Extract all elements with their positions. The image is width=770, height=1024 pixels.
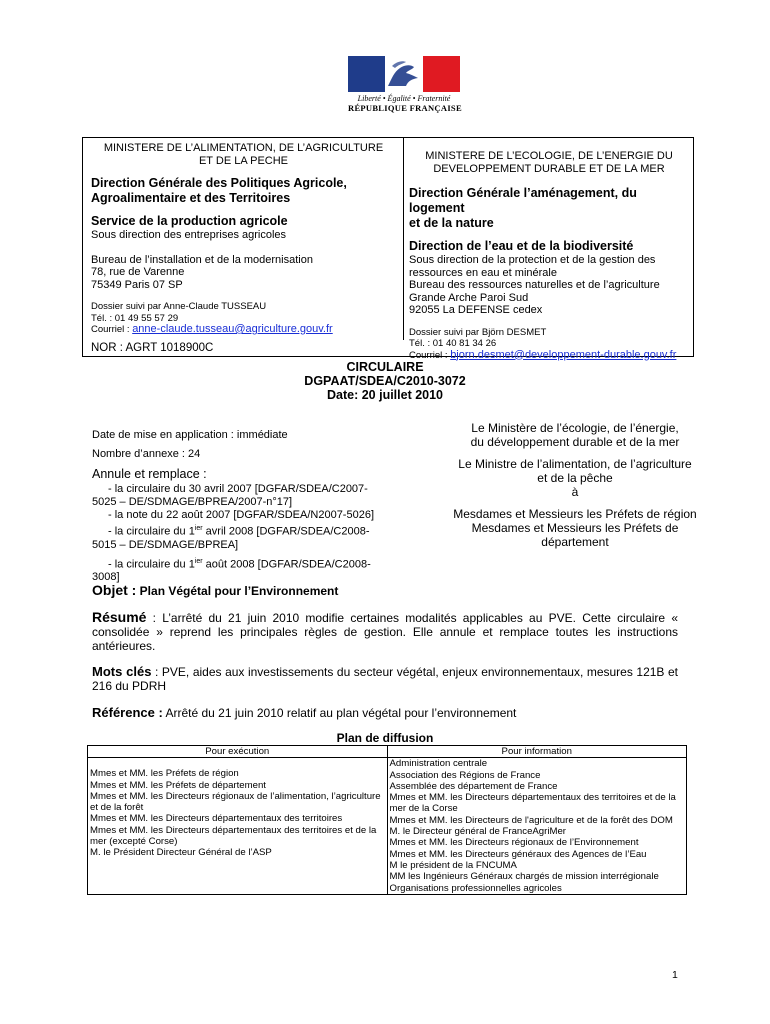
- application-date: Date de mise en application : immédiate: [92, 429, 288, 441]
- list-item: M. le Président Directeur Général de l’ASP: [90, 847, 272, 859]
- subdirection-right-2: ressources en eau et minérale: [409, 266, 557, 279]
- list-item: Mmes et MM. les Directeurs régionaux de l’alimentation, l’agriculture et de la forêt: [90, 790, 381, 814]
- street-address: 78, rue de Varenne: [91, 266, 185, 278]
- list-item: Mmes et MM. les Préfets de département: [90, 779, 266, 791]
- addressee-line: Le Ministre de l’alimentation, de l’agriculture: [458, 457, 692, 471]
- replaced-documents-list: [92, 483, 374, 584]
- republique-francaise-logo: [348, 56, 460, 113]
- diffusion-title: Plan de diffusion: [336, 731, 434, 745]
- circular-date: Date: 20 juillet 2010: [326, 388, 444, 402]
- list-item: Mmes et MM. les Directeurs départementaux des territoires et de la mer (excepté Corse): [90, 824, 377, 848]
- list-item: - la note du 22 août 2007 [DGFAR/SDEA/N2007-5026]: [108, 509, 374, 521]
- republic-motto: Liberté • Égalité • Fraternité: [357, 94, 451, 103]
- addressees-block: [425, 421, 725, 549]
- annex-count: Nombre d’annexe : 24: [92, 448, 201, 460]
- city-address-right: 92055 La DEFENSE cedex: [409, 304, 543, 316]
- addressee-line: Le Ministère de l’écologie, de l’énergie,: [471, 421, 679, 435]
- list-item: Organisations professionnelles agricoles: [389, 882, 562, 894]
- service-name-right: Direction de l’eau et de la biodiversité: [409, 239, 634, 253]
- bureau: Bureau de l’installation et de la modernisation: [91, 253, 313, 266]
- list-item: Assemblée des département de France: [389, 780, 558, 792]
- marianne-flag-icon: [348, 56, 460, 92]
- page-number: 1: [672, 969, 678, 981]
- list-item: Mmes et MM. les Directeurs régionaux de l’Environnement: [389, 837, 639, 849]
- header-box: [82, 137, 694, 361]
- objet-line: Objet : Plan Végétal pour l’Environnement: [92, 582, 339, 598]
- list-item: Mmes et MM. les Directeurs départementaux des territoires et de la mer de la Corse: [389, 792, 676, 815]
- service-name: Service de la production agricole: [91, 214, 288, 228]
- list-item: - la circulaire du $1^{ier}$ avril 2008 [DGFAR/SDEA/C2008-: [108, 525, 370, 538]
- keywords-paragraph: Mots clés : PVE, aides aux investissements du secteur végétal, enjeux environnementaux, mesures 121B et 216 du PDRH: [92, 664, 678, 693]
- list-item: M. le Directeur général de FranceAgriMer: [389, 826, 566, 838]
- addressee-line: et de la pêche: [537, 471, 613, 485]
- street-address-right: Grande Arche Paroi Sud: [409, 291, 529, 304]
- header-right-column: [409, 142, 689, 361]
- list-item: Mmes et MM. les Préfets de région: [90, 768, 239, 780]
- list-item: Association des Régions de France: [389, 769, 541, 781]
- table-header: Pour exécution: [88, 746, 388, 758]
- list-item: MM les Ingénieurs Généraux chargés de mission interrégionale: [389, 871, 659, 883]
- direction-dgaln: Direction Générale l’aménagement, du logement et de la nature: [409, 186, 637, 230]
- ministry-agriculture-name: MINISTERE DE L’ALIMENTATION, DE L’AGRICULTURE ET DE LA PECHE: [103, 142, 384, 167]
- list-item: Mmes et MM. les Directeurs généraux des Agences de l’Eau: [389, 848, 647, 860]
- telephone: Tél. : 01 49 55 57 29: [91, 312, 179, 324]
- republic-name: RÉPUBLIQUE FRANÇAISE: [348, 103, 462, 113]
- table-row: [88, 758, 687, 895]
- city-address: 75349 Paris 07 SP: [91, 278, 183, 291]
- list-item: M le président de la FNCUMA: [389, 859, 517, 871]
- list-item: - la circulaire du $1^{ier}$ août 2008 [DGFAR/SDEA/C2008-: [108, 557, 371, 571]
- circular-title: CIRCULAIRE: [346, 360, 424, 374]
- list-item: Mmes et MM. les Directeurs départementaux des territoires: [90, 813, 343, 825]
- addressee-line: Mesdames et Messieurs les Préfets de région: [453, 507, 697, 521]
- information-cell: [387, 758, 687, 895]
- nor-reference: NOR : AGRT 1018900C: [91, 342, 214, 354]
- email-link-right[interactable]: bjorn.desmet@developpement-durable.gouv.fr: [450, 348, 677, 361]
- followed-by: Dossier suivi par Anne-Claude TUSSEAU: [91, 301, 267, 312]
- header-left-column: [91, 142, 396, 336]
- table-header: Pour information: [387, 746, 687, 758]
- bureau-right: Bureau des ressources naturelles et de l’agriculture: [409, 279, 660, 291]
- reference-paragraph: Référence : Arrêté du 21 juin 2010 relatif au plan végétal pour l’environnement: [92, 705, 517, 720]
- list-item: 5025 – DE/SDMAGE/BPREA/2007-n°17]: [92, 496, 293, 508]
- annule-remplace-label: Annule et remplace :: [92, 467, 207, 481]
- email-link[interactable]: anne-claude.tusseau@agriculture.gouv.fr: [132, 323, 333, 335]
- direction-dgpaat: Direction Générale des Politiques Agricole, Agroalimentaire et des Territoires: [91, 176, 347, 205]
- email-line: Courriel : anne-claude.tusseau@agriculture.gouv.fr: [91, 323, 333, 335]
- addressee-line: du développement durable et de la mer: [470, 435, 680, 449]
- followed-by-right: Dossier suivi par Björn DESMET: [409, 326, 547, 338]
- list-item: - la circulaire du 30 avril 2007 [DGFAR/SDEA/C2007-: [108, 483, 368, 495]
- circular-reference: DGPAAT/SDEA/C2010-3072: [304, 374, 466, 388]
- email-line-right: Courriel : bjorn.desmet@developpement-durable.gouv.fr: [409, 348, 677, 361]
- marianne-profile-icon: [348, 56, 460, 92]
- addressee-line: Mesdames et Messieurs les Préfets de: [471, 521, 679, 535]
- ministry-ecology-name: MINISTERE DE L’ECOLOGIE, DE L’ENERGIE DU DEVELOPPEMENT DURABLE ET DE LA MER: [425, 150, 673, 175]
- subdirection-right-1: Sous direction de la protection et de la gestion des: [409, 254, 656, 266]
- list-item: Mmes et MM. les Directeurs de l'agriculture et de la forêt des DOM: [389, 814, 673, 826]
- circular-title-block: [0, 360, 770, 402]
- resume-paragraph: Résumé : L’arrêté du 21 juin 2010 modifie certaines modalités applicables au PVE. Cette circulaire « consolidée » reprend les principales règles de gestion. Elle annule et remplace toutes les instructions antérieures.: [92, 609, 678, 653]
- list-item: Administration centrale: [389, 758, 488, 770]
- subdirection: Sous direction des entreprises agricoles: [91, 229, 287, 241]
- telephone-right: Tél. : 01 40 81 34 26: [409, 338, 497, 349]
- list-item: 3008]: [92, 571, 120, 584]
- diffusion-table: [87, 745, 687, 895]
- addressee-line: département: [541, 535, 609, 549]
- addressee-line: à: [571, 485, 579, 499]
- list-item: 5015 – DE/SDMAGE/BPREA]: [92, 538, 239, 551]
- execution-cell: [88, 758, 388, 895]
